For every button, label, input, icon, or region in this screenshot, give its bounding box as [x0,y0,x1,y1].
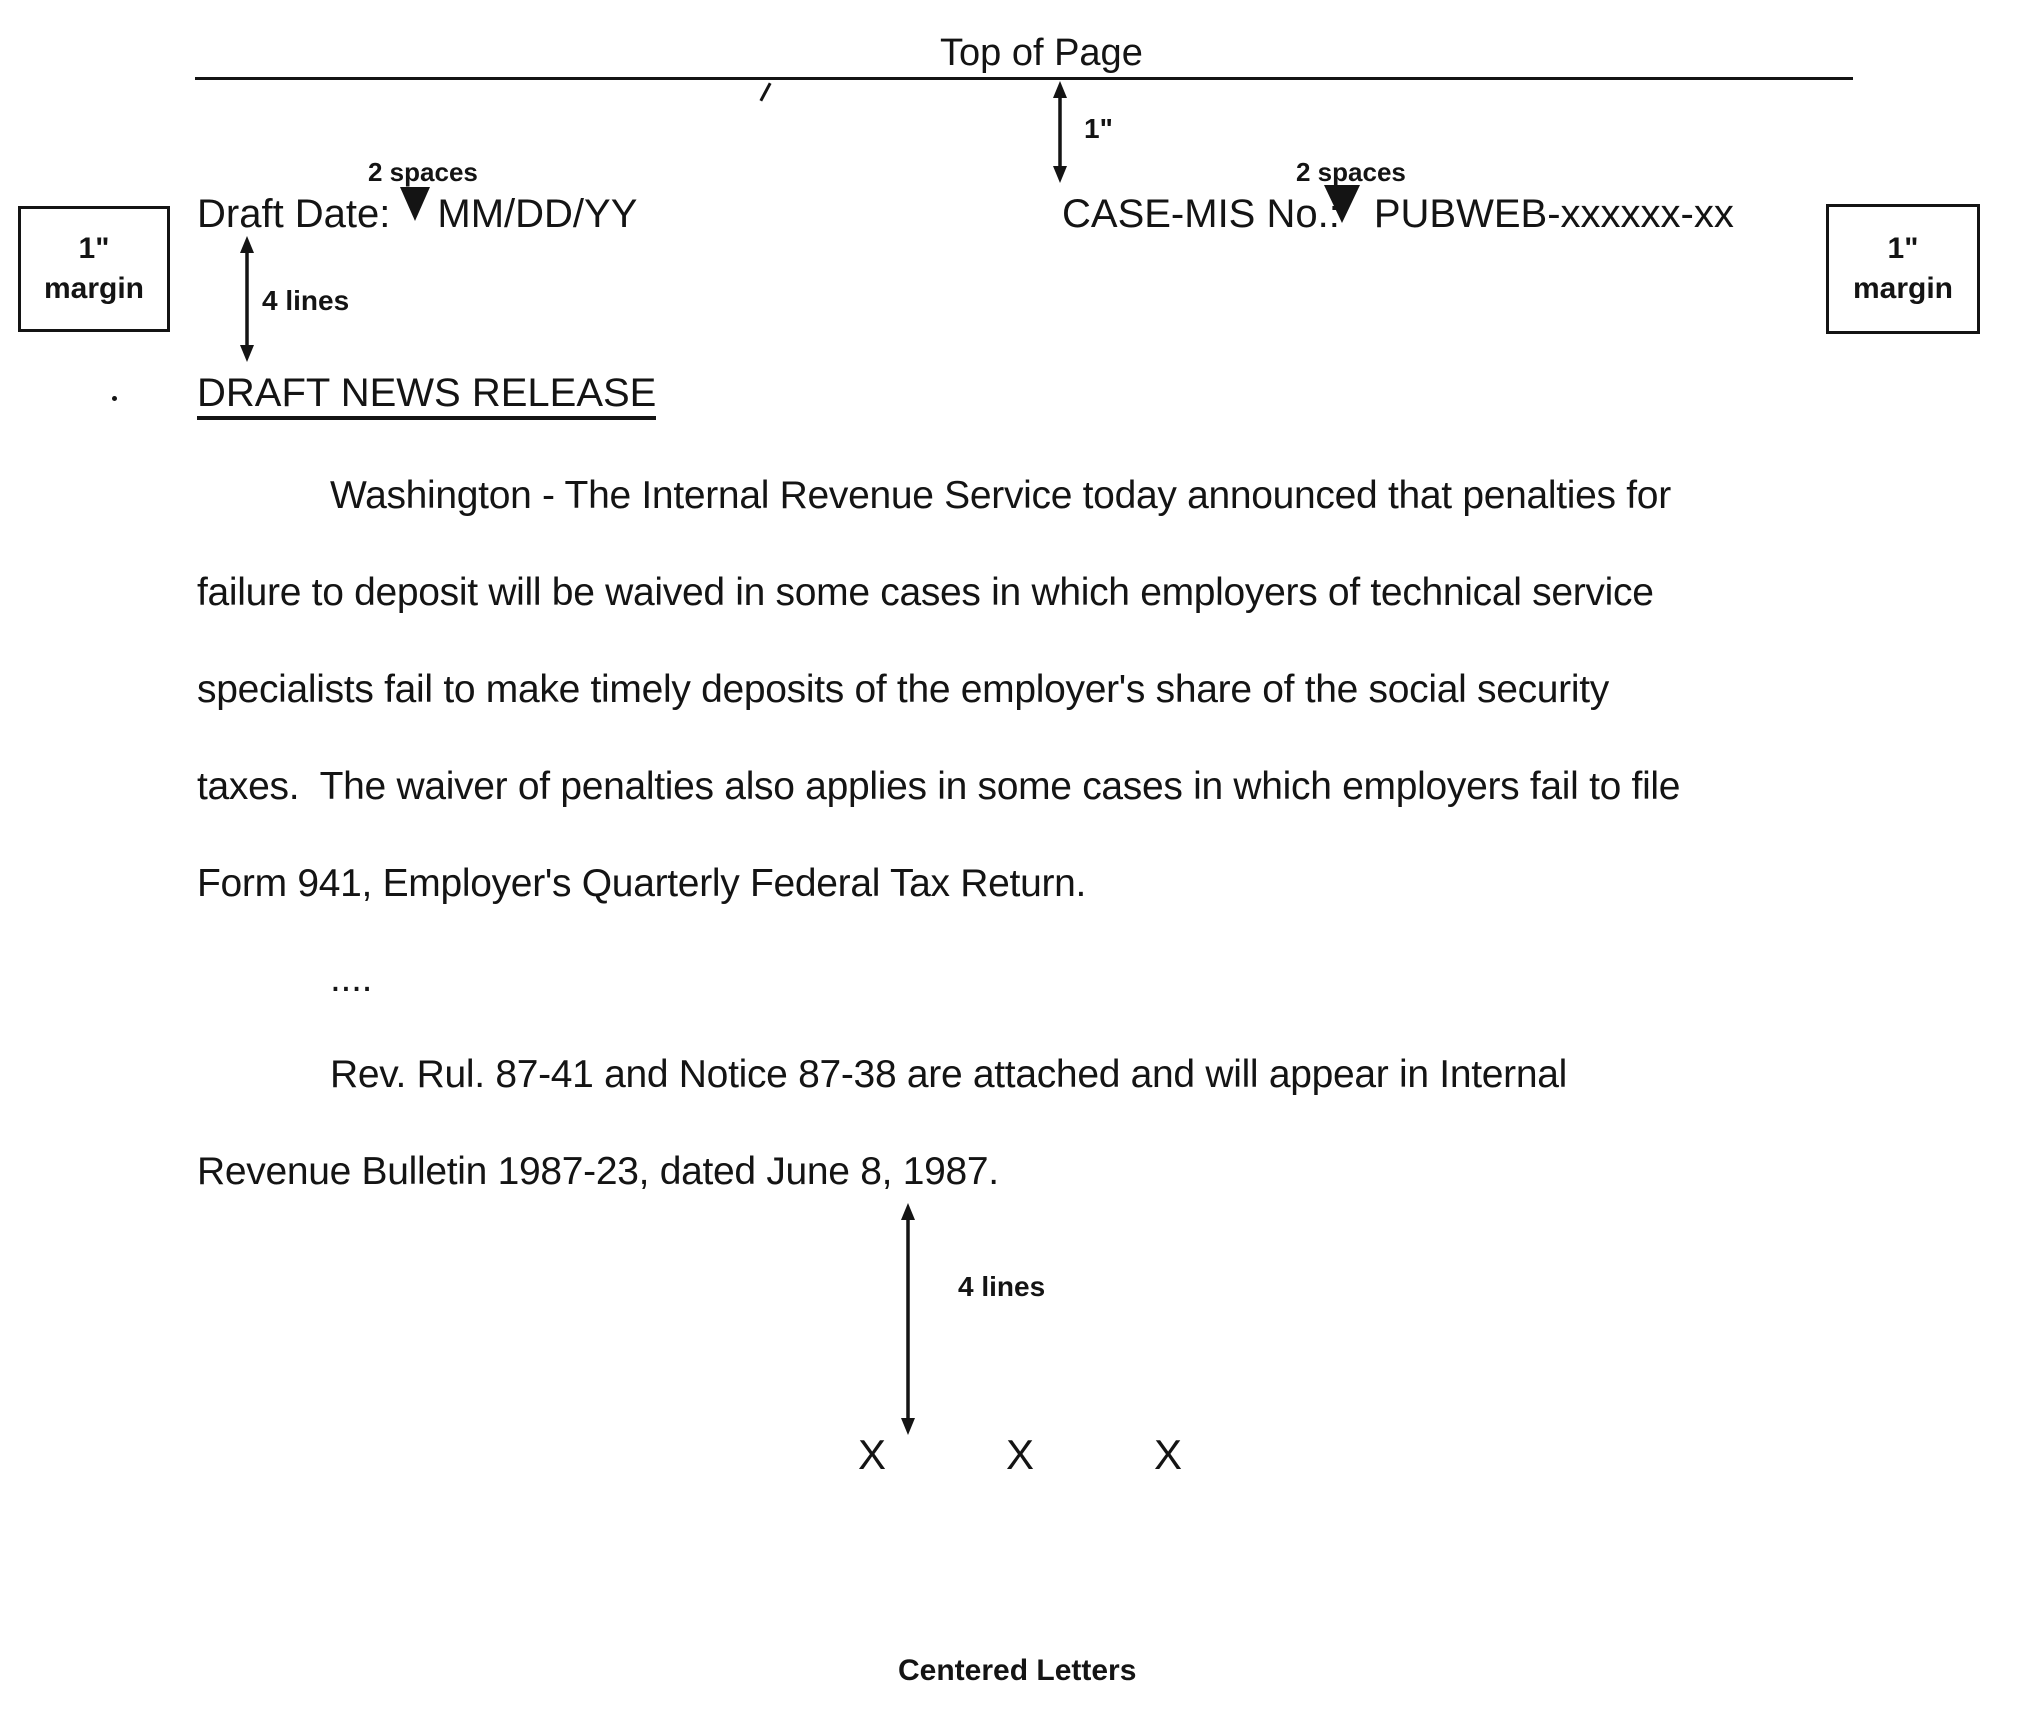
four-lines-label-top: 4 lines [262,285,350,316]
centered-letter-x: X [1154,1431,1183,1478]
top-of-page-rule [195,77,1853,80]
right-margin-callout [1826,204,1980,334]
body-line: Revenue Bulletin 1987-23, dated June 8, 1987. [197,1150,999,1193]
two-spaces-label-right: 2 spaces [1296,157,1406,187]
centered-letter-x: X [858,1431,887,1478]
scan-artifact-tick [759,82,771,101]
centered-letters-caption: Centered Letters [898,1654,1137,1687]
centered-letter-x: X [1006,1431,1035,1478]
case-mis-label: CASE-MIS No.: [1062,192,1340,236]
left-margin-callout [18,206,170,332]
down-triangle-icon [400,187,430,221]
body-ellipsis-line: .... [330,957,373,1000]
scan-artifact-dot [112,396,117,401]
right-margin-word: margin [1852,272,1954,305]
four-lines-spacing-arrow-top [234,236,260,362]
right-margin-size: 1" [1887,232,1919,265]
left-margin-word: margin [43,272,145,305]
body-line: specialists fail to make timely deposits of the employer's share of the social security [197,668,1609,711]
body-line: failure to deposit will be waived in some cases in which employers of technical service [197,571,1654,614]
case-mis-row [1062,192,1734,236]
left-margin-size: 1" [78,232,110,265]
case-mis-value: PUBWEB-xxxxxx-xx [1373,192,1734,236]
one-inch-spacing-arrow [1047,81,1073,183]
four-lines-label-bottom: 4 lines [958,1271,1046,1302]
one-inch-label: 1" [1084,113,1113,144]
centered-letters-row [858,1432,1182,1478]
top-of-page-label: Top of Page [940,32,1143,74]
two-spaces-label-left: 2 spaces [368,157,478,187]
down-triangle-icon [1324,185,1360,223]
four-lines-spacing-arrow-bottom [895,1203,921,1435]
draft-date-value: MM/DD/YY [437,192,638,236]
draft-date-row [197,192,637,236]
body-line: taxes. The waiver of penalties also applies in some cases in which employers fail to file [197,765,1681,808]
document-title: DRAFT NEWS RELEASE [197,372,656,420]
draft-date-label: Draft Date: [197,192,391,236]
body-line: Form 941, Employer's Quarterly Federal Tax Return. [197,862,1087,905]
body-line: Washington - The Internal Revenue Service today announced that penalties for [330,474,1671,517]
body-line: Rev. Rul. 87-41 and Notice 87-38 are attached and will appear in Internal [330,1053,1567,1096]
